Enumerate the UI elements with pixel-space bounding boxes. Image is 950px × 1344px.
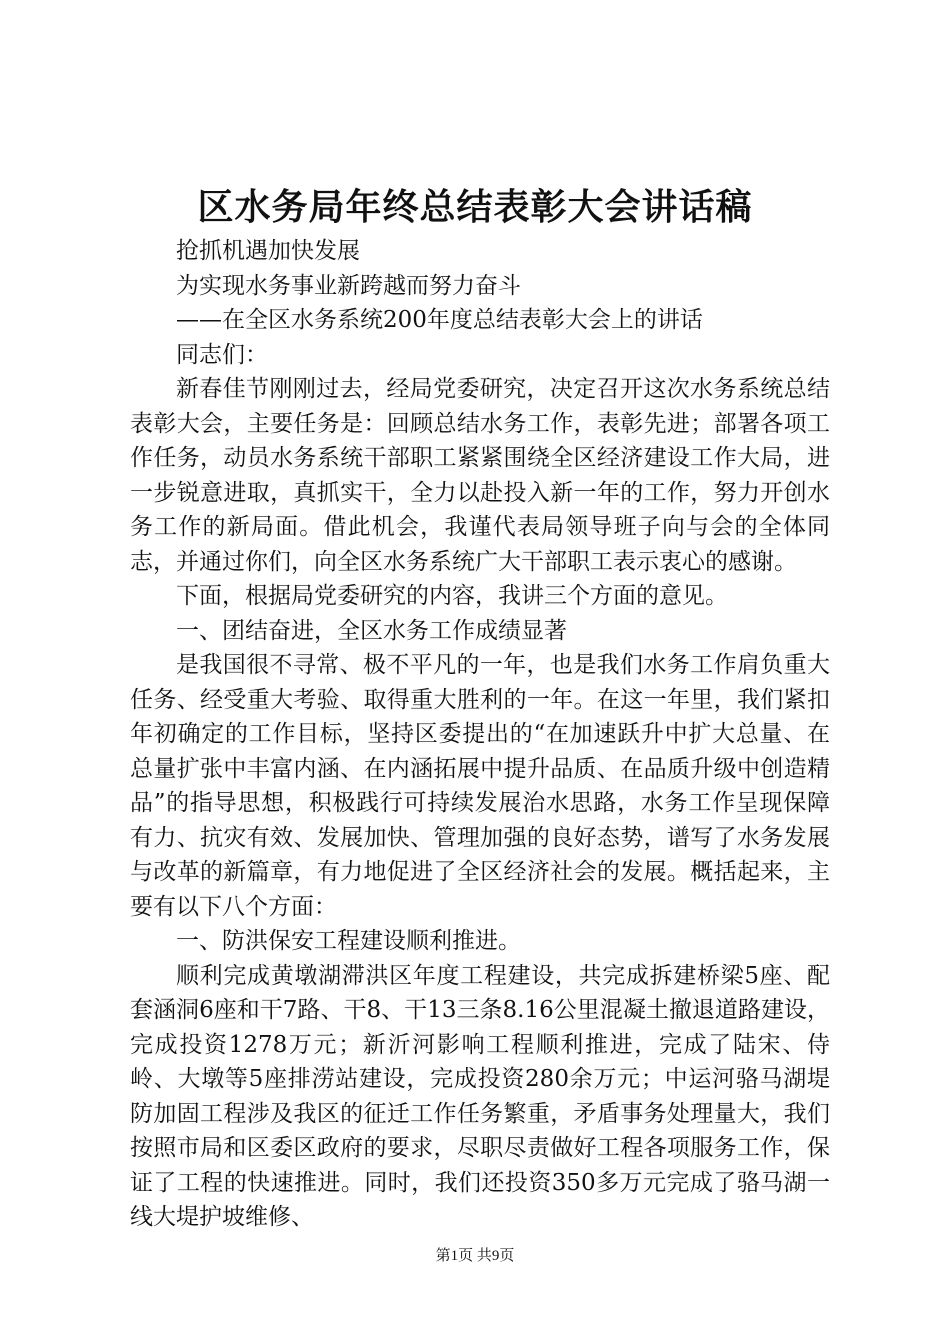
paragraph-flood-control: 顺利完成黄墩湖滞洪区年度工程建设，共完成拆建桥梁5座、配套涵洞6座和干7路、干8、干13三条8.16公里混凝土撤退道路建设，完成投资1278万元；新沂河影响工程顺利推进，完成了陆宋、侍岭、大墩等5座排涝站建设，完成投资280余万元；中运河骆马湖堤防加固工程涉及我区的征迁工作任务繁重，矛盾事务处理量大，我们按照市局和区委区政府的要求，尽职尽责做好工程各项服务工作，保证了工程的快速推进。同时，我们还投资350多万元完成了骆马湖一线大堤护坡维修、 xyxy=(130,962,830,1230)
paragraph-intro: 新春佳节刚刚过去，经局党委研究，决定召开这次水务系统总结表彰大会，主要任务是：回顾总结水务工作，表彰先进；部署各项工作任务，动员水务系统干部职工紧紧围绕全区经济建设工作大局，进一步锐意进取，真抓实干，全力以赴投入新一年的工作，努力开创水务工作的新局面。借此机会，我谨代表局领导班子向与会的全体同志，并通过你们，向全区水务系统广大干部职工表示衷心的感谢。 xyxy=(130,376,830,575)
document-body xyxy=(130,234,830,1235)
subtitle-line-1: 抢抓机遇加快发展 xyxy=(176,238,360,264)
paragraph-review: 是我国很不寻常、极不平凡的一年，也是我们水务工作肩负重大任务、经受重大考验、取得重大胜利的一年。在这一年里，我们紧扣年初确定的工作目标，坚持区委提出的“在加速跃升中扩大总量、在总量扩张中丰富内涵、在内涵拓展中提升品质、在品质升级中创造精品”的指导思想，积极践行可持续发展治水思路，水务工作呈现保障有力、抗灾有效、发展加快、管理加强的良好态势，谱写了水务发展与改革的新篇章，有力地促进了全区经济社会的发展。概括起来，主要有以下八个方面： xyxy=(130,652,830,920)
section-heading-1: 一、团结奋进，全区水务工作成绩显著 xyxy=(176,617,567,644)
subsection-heading-1: 一、防洪保安工程建设顺利推进。 xyxy=(176,928,521,954)
page-footer: 第1页 共9页 xyxy=(435,1248,515,1264)
paragraph-outline: 下面，根据局党委研究的内容，我讲三个方面的意见。 xyxy=(176,583,728,609)
document-title: 区水务局年终总结表彰大会讲话稿 xyxy=(197,186,753,228)
subtitle-line-3: ——在全区水务系统200年度总结表彰大会上的讲话 xyxy=(176,307,703,333)
subtitle-line-2: 为实现水务事业新跨越而努力奋斗 xyxy=(176,272,521,299)
salutation: 同志们： xyxy=(176,341,268,368)
